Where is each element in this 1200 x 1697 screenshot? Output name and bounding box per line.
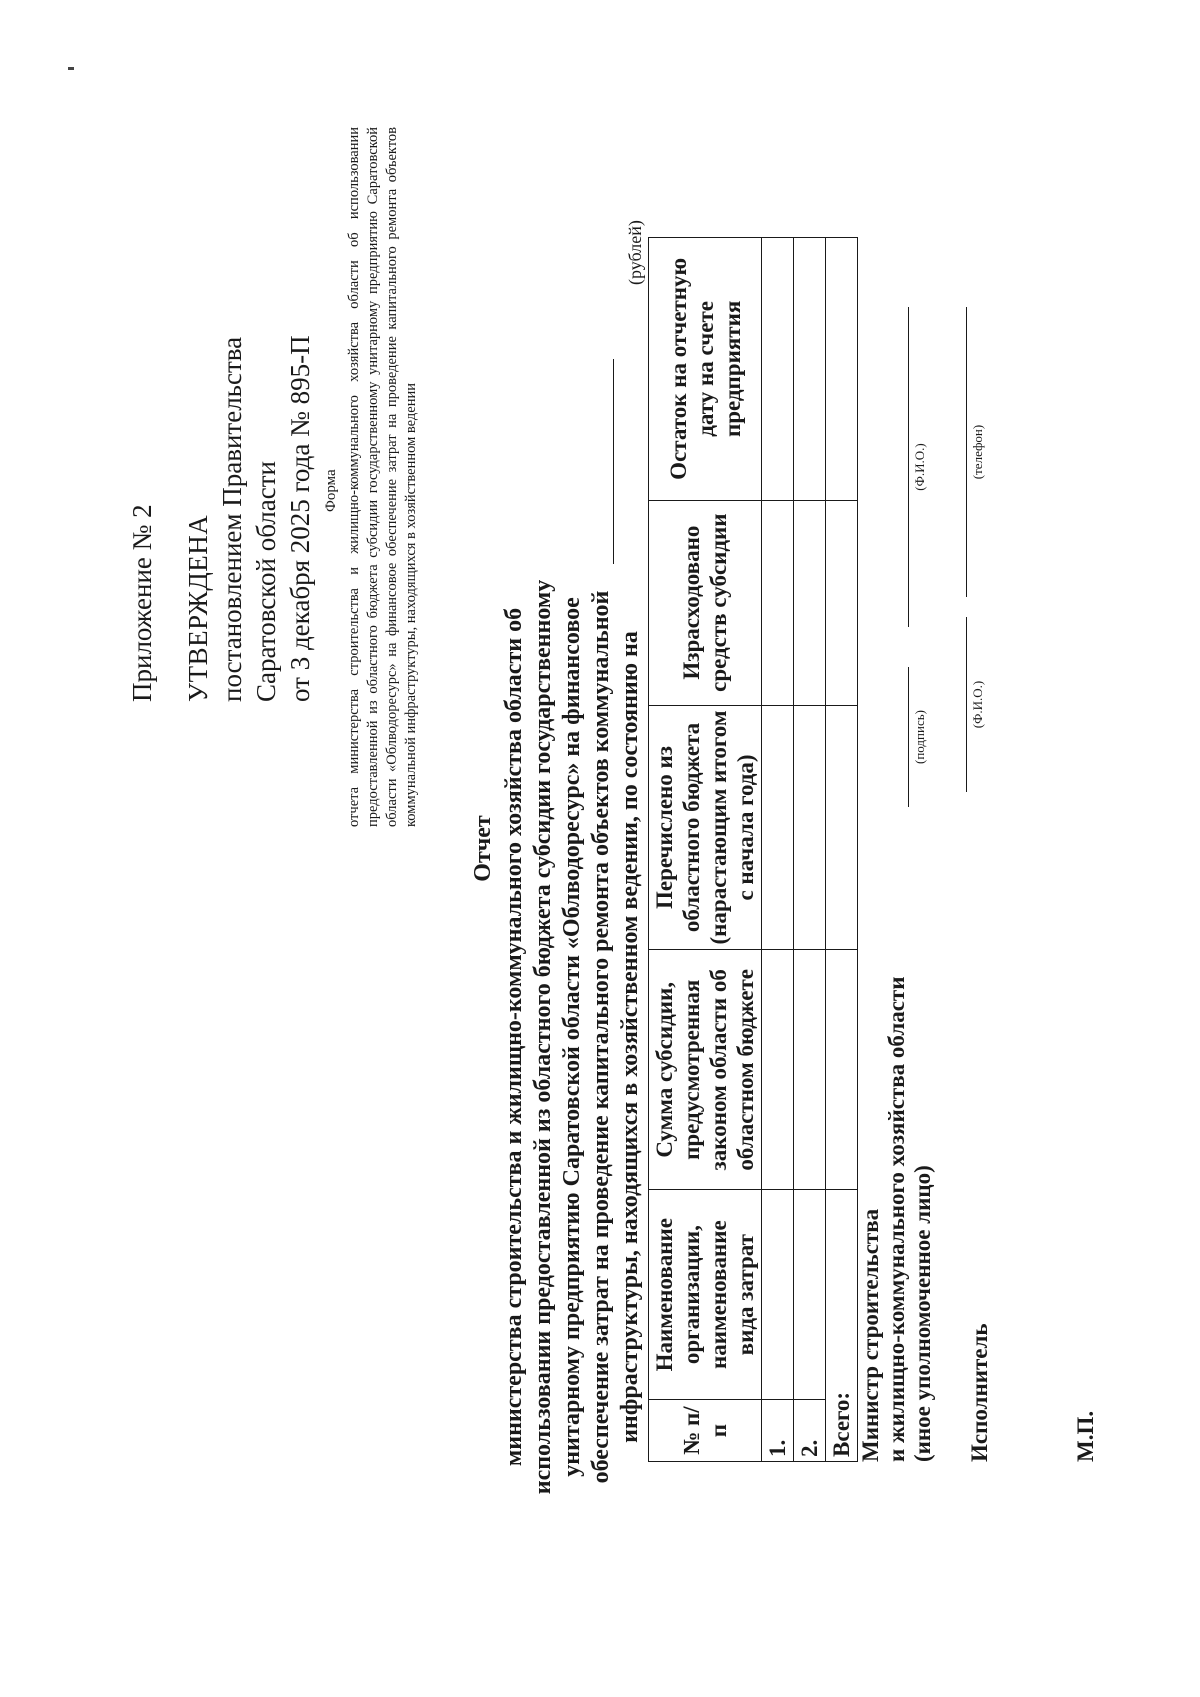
stamp-label: М.П. [1073,1410,1098,1462]
minister-line-1: Министр строительства [858,1208,883,1462]
executor-name-caption: (Ф.И.О.) [970,680,985,729]
scan-speck [68,67,74,70]
total-label: Всего: [826,1190,858,1462]
row-number: 2. [794,1400,826,1462]
minister-name-line [908,307,909,627]
form-description: отчета министерства строительства и жилищно-коммунального хозяйства области об использовании предоставленной из областного бюджета субсидии государственному унитарному предприятию Саратовской области «Облводоресурс» на финансовое обеспечение затрат на проведение капитального ремонта объектов коммунальной инфраструктуры, находящихся в хозяйственном ведении [346,127,419,827]
row-number: 1. [762,1400,794,1462]
header-num: № п/п [649,1400,762,1462]
header-organization: Наименование организации, наименование вида затрат [649,1190,762,1400]
phone-caption: (телефон) [970,424,985,480]
report-subtitle: министерства строительства и жилищно-коммунального хозяйства области об использовании предоставленной из областного бюджета субсидии государственному унитарному предприятию Саратовской области «Облводоресурс» на финансовое обеспечение затрат на проведение капитального ремонта объектов коммунальной инфраструктуры, находящихся в хозяйственном ведении, по состоянию на [501,579,643,1495]
approval-line-3: от 3 декабря 2025 года № 895-П [285,335,315,702]
table-row [762,238,794,1462]
header-transferred: Перечислено из областного бюджета (нарастающим итогом с начала года) [649,705,762,950]
report-table [648,237,858,1462]
header-balance: Остаток на отчетную дату на счете предприятия [649,238,762,501]
approval-line-2: Саратовской области [251,461,281,702]
signature-caption: (подпись) [912,710,927,764]
executor-label: Исполнитель [967,1323,992,1462]
form-label: Форма [323,469,339,512]
table-cell [794,705,826,950]
phone-line [966,307,967,597]
unit-note: (рублей) [625,220,645,285]
table-cell [762,950,794,1190]
table-cell [762,705,794,950]
table-cell [794,1190,826,1400]
table-cell [762,1190,794,1400]
minister-line-2: и жилищно-коммунального хозяйства области [884,976,909,1462]
appendix-number: Приложение № 2 [127,504,157,702]
header-spent: Израсходовано средств субсидии [649,500,762,705]
approval-line-1: постановлением Правительства [217,336,247,702]
header-subsidy-amount: Сумма субсидии, предусмотренная законом области об областном бюджете [649,950,762,1190]
minister-line-3: (иное уполномоченное лицо) [910,1165,935,1462]
table-cell [794,950,826,1190]
approval-block [125,335,317,702]
report-date-blank-line [613,359,614,564]
approved-stamp: УТВЕРЖДЕНА [183,514,213,702]
table-row [794,238,826,1462]
table-cell [762,238,794,501]
table-cell [794,238,826,501]
table-total-row [826,238,858,1462]
report-title: Отчет [470,815,496,882]
signature-line [908,667,909,807]
table-cell [826,238,858,501]
table-header-row [649,238,762,1462]
table-cell [794,500,826,705]
table-cell [826,950,858,1190]
table-cell [762,500,794,705]
minister-signatory [858,977,936,1462]
table-cell [826,500,858,705]
executor-name-line [966,617,967,792]
minister-name-caption: (Ф.И.О.) [912,443,927,491]
table-cell [826,705,858,950]
